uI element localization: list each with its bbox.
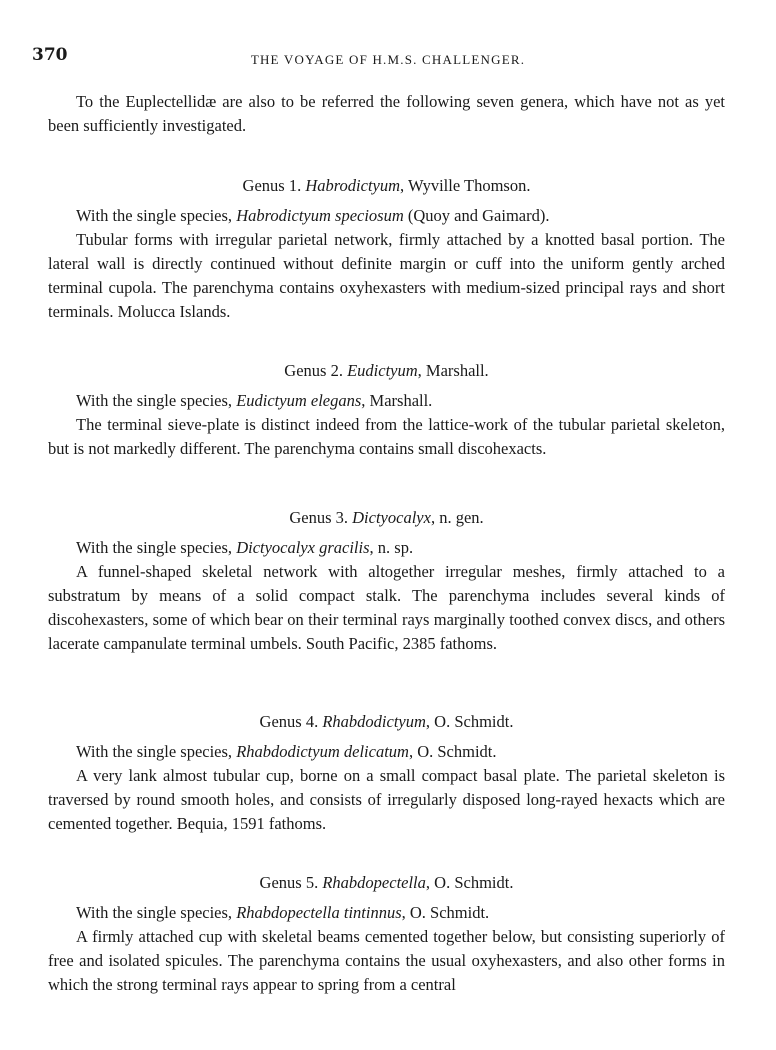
genus-name: Rhabdodictyum — [322, 712, 426, 731]
species-authority: , Marshall. — [361, 391, 433, 410]
genus-authority: , O. Schmidt. — [425, 873, 514, 892]
species-name: Dictyocalyx gracilis — [236, 538, 370, 557]
genus-authority: , n. gen. — [430, 508, 484, 527]
genus-description: Tubular forms with irregular parietal network, firmly attached by a knotted basal portion. The lateral wall is directly continued without definite margin or cuff into the uniform gently arched terminal cupola. The parenchyma contains oxyhexasters with medium-sized principal rays and short terminals. Molucca Islands. — [48, 230, 725, 321]
genus-description: A firmly attached cup with skeletal beams cemented together below, but consisting superiorly of free and isolated spicules. The parenchyma contains the usual oxyhexasters, and also other forms in which the strong terminal rays appear to spring from a central — [48, 927, 725, 994]
genus-number: Genus 3. — [289, 508, 349, 527]
genus-name: Eudictyum — [347, 361, 418, 380]
genus-number: Genus 4. — [259, 712, 319, 731]
species-prefix: With the single species, — [76, 903, 233, 922]
genus-description: The terminal sieve-plate is distinct indeed from the lattice-work of the tubular parietal skeleton, but is not markedly different. The parenchyma contains small discohexacts. — [48, 415, 725, 458]
genus-description: A very lank almost tubular cup, borne on a small compact basal plate. The parietal skeleton is traversed by round smooth holes, and consists of irregularly disposed long-rayed hexacts which are cemented together. Bequia, 1591 fathoms. — [48, 766, 725, 833]
genus-authority: , O. Schmidt. — [425, 712, 514, 731]
species-name: Rhabdopectella tintinnus — [236, 903, 402, 922]
species-authority: , O. Schmidt. — [401, 903, 490, 922]
page-number: 370 — [32, 45, 68, 65]
genus-description: A funnel-shaped skeletal network with altogether irregular meshes, firmly attached to a substratum by means of a solid compact stalk. The parenchyma includes several kinds of discohexasters, some of which bear on their terminal rays marginally toothed convex discs, and others lacerate campanulate terminal umbels. South Pacific, 2385 fathoms. — [48, 562, 725, 653]
species-line — [48, 740, 725, 764]
species-prefix: With the single species, — [76, 742, 233, 761]
species-name: Rhabdodictyum delicatum — [236, 742, 409, 761]
genus-section-3 — [48, 506, 725, 656]
genus-section-5 — [48, 871, 725, 997]
genus-name: Habrodictyum — [305, 176, 401, 195]
genus-name: Dictyocalyx — [352, 508, 431, 527]
species-name: Eudictyum elegans — [236, 391, 362, 410]
genus-section-1 — [48, 174, 725, 324]
genus-name: Rhabdopectella — [322, 873, 426, 892]
species-authority: , O. Schmidt. — [408, 742, 497, 761]
intro-paragraph — [48, 90, 725, 138]
species-name: Habrodictyum speciosum — [236, 206, 404, 225]
species-line — [48, 536, 725, 560]
genus-authority: , Wyville Thomson. — [400, 176, 531, 195]
species-line — [48, 901, 725, 925]
species-prefix: With the single species, — [76, 391, 233, 410]
genus-number: Genus 5. — [259, 873, 319, 892]
genus-section-2 — [48, 359, 725, 461]
running-head: THE VOYAGE OF H.M.S. CHALLENGER. — [250, 52, 526, 67]
genus-number: Genus 1. — [242, 176, 302, 195]
species-prefix: With the single species, — [76, 206, 233, 225]
species-authority: (Quoy and Gaimard). — [407, 206, 550, 225]
species-authority: , n. sp. — [369, 538, 414, 557]
genus-heading — [48, 871, 725, 895]
genus-heading — [48, 506, 725, 530]
species-line — [48, 204, 725, 228]
genus-number: Genus 2. — [284, 361, 343, 380]
species-line — [48, 389, 725, 413]
genus-heading — [48, 359, 725, 383]
species-prefix: With the single species, — [76, 538, 233, 557]
genus-heading — [48, 174, 725, 198]
intro-text: To the Euplectellidæ are also to be referred the following seven genera, which have not as yet been sufficiently investigated. — [48, 92, 725, 135]
genus-section-4 — [48, 710, 725, 836]
genus-authority: , Marshall. — [417, 361, 489, 380]
genus-heading — [48, 710, 725, 734]
